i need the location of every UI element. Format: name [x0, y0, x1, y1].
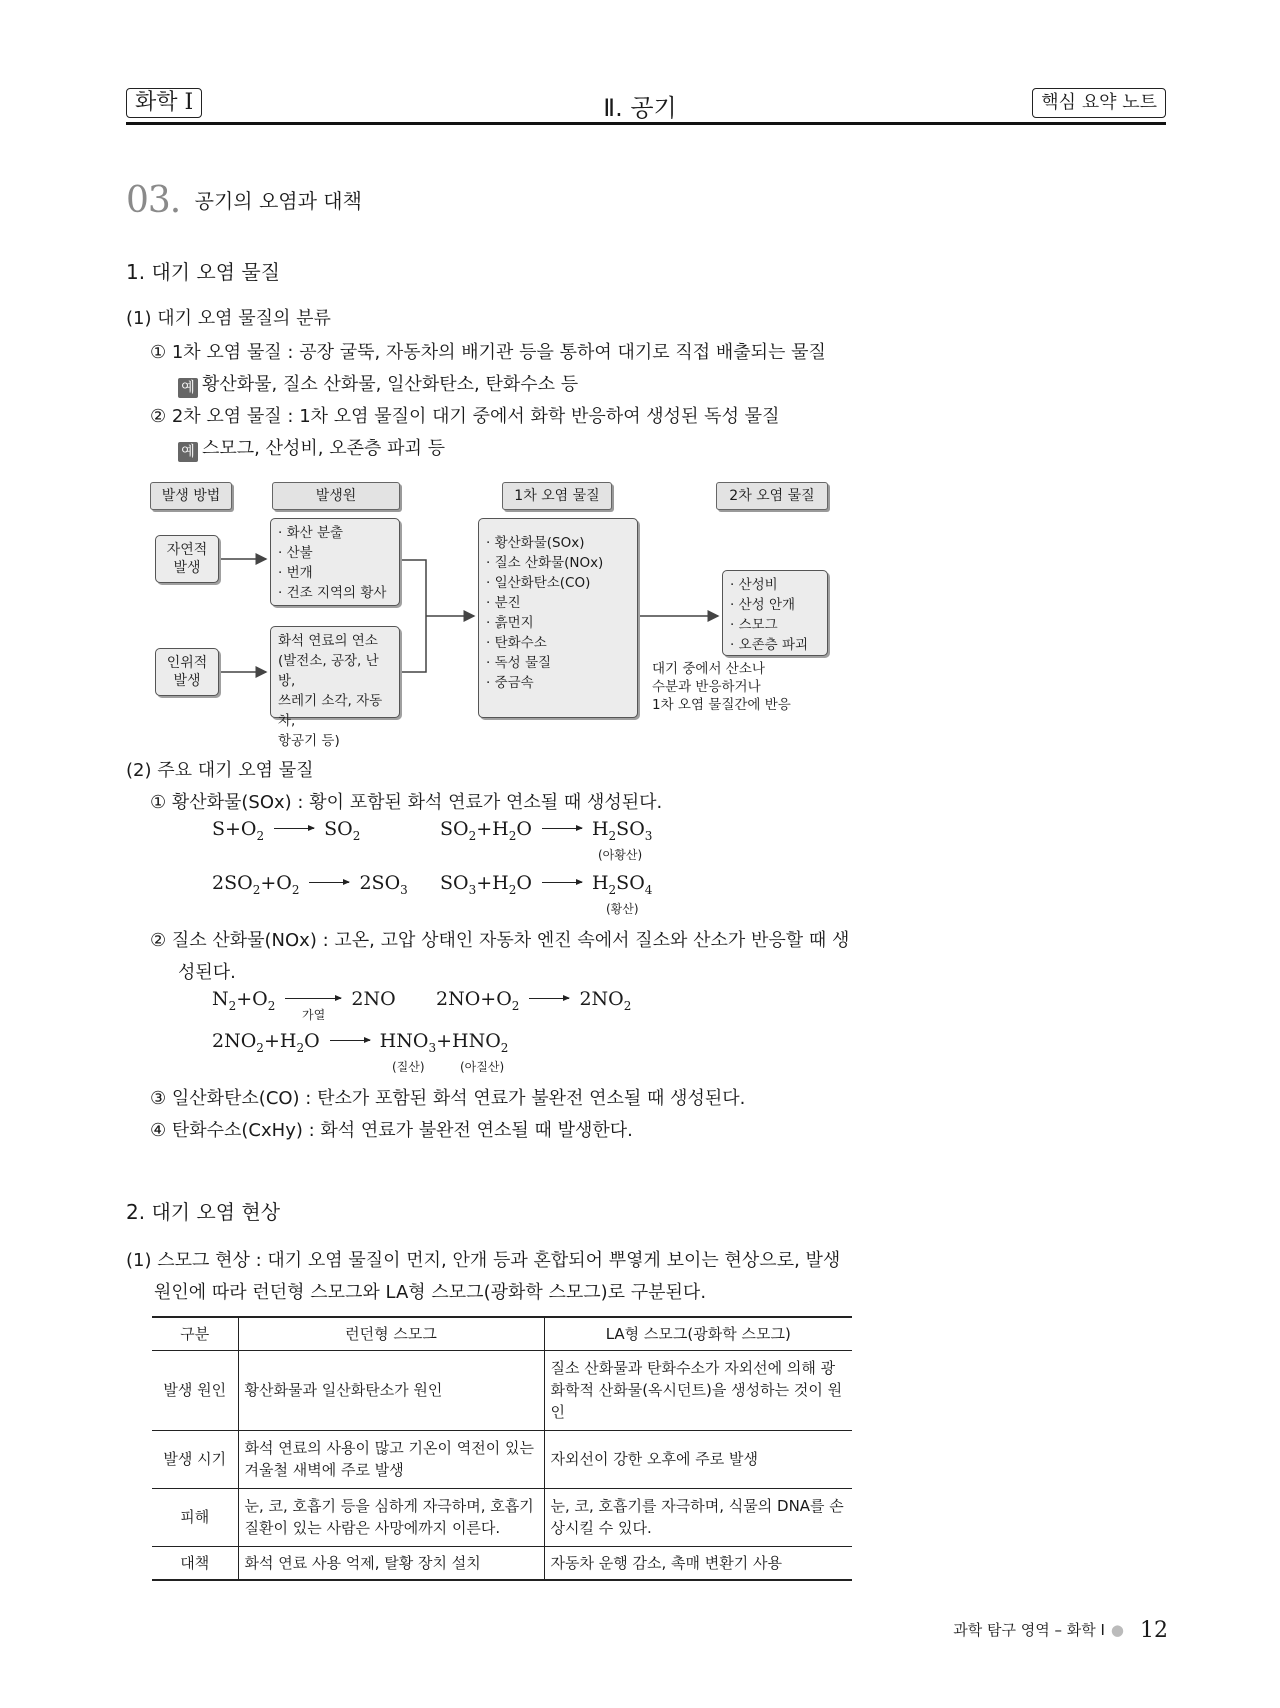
table-header: 구분 — [152, 1317, 238, 1350]
row-header: 피해 — [152, 1488, 238, 1546]
table-cell: 눈, 코, 호흡기를 자극하며, 식물의 DNA를 손상시킬 수 있다. — [544, 1488, 852, 1546]
smog-description: (1) 스모그 현상 : 대기 오염 물질이 먼지, 안개 등과 혼합되어 뿌옇게 보이는 현상으로, 발생 — [126, 1250, 841, 1271]
section-title-text: 공기의 오염과 대책 — [194, 189, 362, 213]
diagram-header-source: 발생원 — [272, 482, 400, 510]
table-cell: 질소 산화물과 탄화수소가 자외선에 의해 광화학적 산화물(옥시던트)을 생성하는 것이 원인 — [544, 1350, 852, 1430]
page-footer — [953, 1618, 1168, 1643]
primary-pollutant-def: ① 1차 오염 물질 : 공장 굴뚝, 자동차의 배기관 등을 통하여 대기로 직접 배출되는 물질 — [150, 342, 826, 363]
sox-eq-3: $2SO_2+O_2$ $2SO_3$ — [212, 872, 408, 897]
secondary-pollutant-example: 예 스모그, 산성비, 오존층 파괴 등 — [178, 434, 445, 462]
section-number: 03. — [126, 180, 181, 221]
table-row — [152, 1488, 852, 1546]
sulfuric-acid-label: (황산) — [606, 902, 639, 916]
artificial-sources: 화석 연료의 연소 (발전소, 공장, 난방, 쓰레기 소각, 자동차, 항공기 등) — [270, 626, 400, 718]
part2-heading: 2. 대기 오염 현상 — [126, 1200, 281, 1224]
diagram-header-method: 발생 방법 — [150, 482, 232, 510]
subject-tag: 화학 I — [126, 88, 202, 118]
nox-eq-1: $N_2+O_2$ 2NO — [212, 988, 396, 1013]
row-header: 대책 — [152, 1546, 238, 1580]
heat-label: 가열 — [302, 1008, 326, 1022]
table-header: 런던형 스모그 — [238, 1317, 544, 1350]
row-header: 발생 시기 — [152, 1430, 238, 1488]
natural-source-box: 자연적 발생 — [155, 535, 219, 583]
row-header: 발생 원인 — [152, 1350, 238, 1430]
smog-comparison-table — [152, 1316, 852, 1581]
nox-eq-2: $2NO+O_2$ $2NO_2$ — [436, 988, 632, 1013]
reaction-note: 대기 중에서 산소나 수분과 반응하거나 1차 오염 물질간에 반응 — [652, 661, 791, 713]
footer-text: 과학 탐구 영역 – 화학 I — [953, 1621, 1105, 1639]
footer-dot-icon: ● — [1110, 1621, 1124, 1639]
smog-description-cont: 원인에 따라 런던형 스모그와 LA형 스모그(광화학 스모그)로 구분된다. — [154, 1282, 707, 1303]
sox-eq-2: $SO_2+H_2O$ $H_2SO_3$ — [440, 818, 653, 843]
sub2-heading: (2) 주요 대기 오염 물질 — [126, 760, 314, 781]
table-cell: 화석 연료 사용 억제, 탈황 장치 설치 — [238, 1546, 544, 1580]
diagram-connectors — [0, 0, 1280, 760]
co-description: ③ 일산화탄소(CO) : 탄소가 포함된 화석 연료가 불완전 연소될 때 생성된다. — [150, 1088, 746, 1109]
table-row — [152, 1350, 852, 1430]
table-cell: 자동차 운행 감소, 촉매 변환기 사용 — [544, 1546, 852, 1580]
sulfurous-acid-label: (아황산) — [598, 848, 643, 862]
sox-heading: ① 황산화물(SOx) : 황이 포함된 화석 연료가 연소될 때 생성된다. — [150, 792, 663, 813]
table-row — [152, 1430, 852, 1488]
diagram-header-primary: 1차 오염 물질 — [502, 482, 612, 510]
note-type-tag: 핵심 요약 노트 — [1032, 88, 1166, 118]
primary-pollutant-list: · 황산화물(SOx) · 질소 산화물(NOx) · 일산화탄소(CO) · 분진 · 흙먼지 · 탄화수소 · 독성 물질 · 중금속 — [478, 518, 638, 718]
example-mark: 예 — [178, 442, 198, 462]
nitric-acid-label: (질산) — [392, 1060, 425, 1074]
example-mark: 예 — [178, 378, 198, 398]
sub1-heading: (1) 대기 오염 물질의 분류 — [126, 308, 331, 329]
page-number: 12 — [1140, 1618, 1168, 1643]
table-cell: 황산화물과 일산화탄소가 원인 — [238, 1350, 544, 1430]
secondary-pollutant-list: · 산성비 · 산성 안개 · 스모그 · 오존층 파괴 — [722, 570, 828, 656]
table-cell: 화석 연료의 사용이 많고 기온이 역전이 있는 겨울철 새벽에 주로 발생 — [238, 1430, 544, 1488]
table-cell: 자외선이 강한 오후에 주로 발생 — [544, 1430, 852, 1488]
hc-description: ④ 탄화수소(CxHy) : 화석 연료가 불완전 연소될 때 발생한다. — [150, 1120, 633, 1141]
table-header-row — [152, 1317, 852, 1350]
nox-heading-cont: 성된다. — [178, 962, 236, 983]
nox-eq-3: $2NO_2+H_2O$ $HNO_3+HNO_2$ — [212, 1030, 509, 1055]
table-row — [152, 1546, 852, 1580]
primary-pollutant-example: 예 황산화물, 질소 산화물, 일산화탄소, 탄화수소 등 — [178, 370, 578, 398]
chapter-title: Ⅱ. 공기 — [603, 94, 677, 122]
artificial-source-box: 인위적 발생 — [155, 648, 219, 696]
part1-heading: 1. 대기 오염 물질 — [126, 260, 281, 284]
table-cell: 눈, 코, 호흡기 등을 심하게 자극하며, 호흡기 질환이 있는 사람은 사망에까지 이른다. — [238, 1488, 544, 1546]
sox-eq-4: $SO_3+H_2O$ $H_2SO_4$ — [440, 872, 653, 897]
sox-eq-1: $S+O_2$ $SO_2$ — [212, 818, 361, 843]
secondary-pollutant-def: ② 2차 오염 물질 : 1차 오염 물질이 대기 중에서 화학 반응하여 생성된 독성 물질 — [150, 406, 780, 427]
diagram-header-secondary: 2차 오염 물질 — [716, 482, 828, 510]
nitrous-acid-label: (아질산) — [460, 1060, 505, 1074]
source-merge-line — [402, 560, 426, 672]
natural-sources: · 화산 분출 · 산불 · 번개 · 건조 지역의 황사 — [270, 518, 400, 606]
nox-heading: ② 질소 산화물(NOx) : 고온, 고압 상태인 자동차 엔진 속에서 질소와 산소가 반응할 때 생 — [150, 930, 850, 951]
table-header: LA형 스모그(광화학 스모그) — [544, 1317, 852, 1350]
